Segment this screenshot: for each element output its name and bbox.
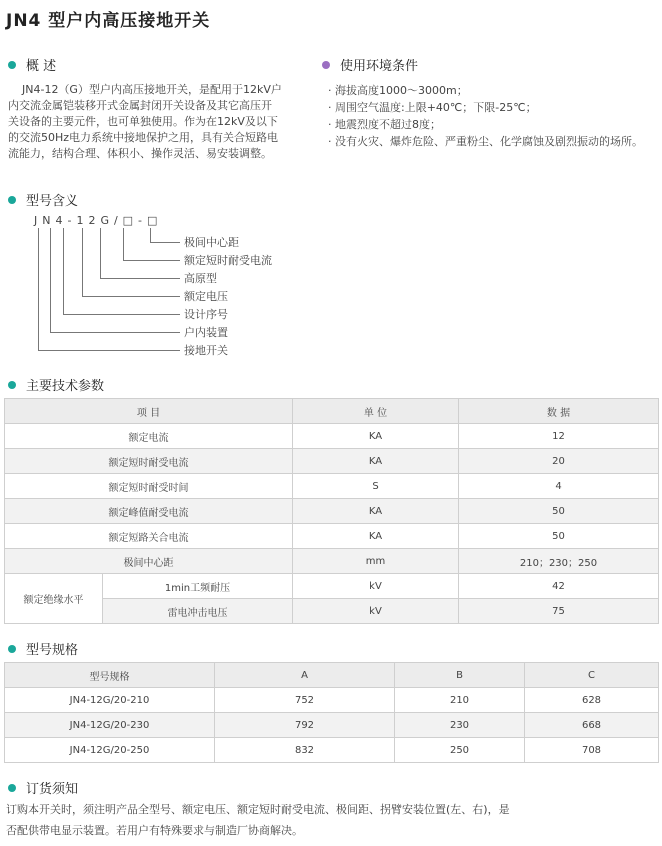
param-value: 210；230；250 [459,549,659,574]
bullet-dot-icon [8,784,16,792]
bullet-dot-icon [8,645,16,653]
tech-params-table [4,398,659,624]
overview-line: 内交流金属铠装移开式金属封闭开关设备及其它高压开 [8,99,272,112]
connector-line [82,228,83,296]
overview-line: JN4-12（G）型户内高压接地开关，是配用于12kV户 [22,83,282,96]
param-item: 额定短路关合电流 [5,524,293,549]
header-cell: 单 位 [293,399,459,424]
ordering-text [6,799,656,841]
model-label: 接地开关 [184,344,228,357]
connector-line [150,228,151,242]
connector-line [82,296,180,297]
spec-c: 628 [525,688,659,713]
param-unit: mm [293,549,459,574]
param-item: 额定电流 [5,424,293,449]
param-item: 雷电冲击电压 [103,599,293,624]
model-label: 设计序号 [184,308,228,321]
environment-list [328,82,643,150]
param-unit: KA [293,424,459,449]
param-unit: kV [293,599,459,624]
model-meaning-heading [8,190,78,209]
bullet-dot-icon [8,381,16,389]
specs-heading [8,639,78,658]
bullet-dot-icon [8,61,16,69]
connector-line [123,260,180,261]
param-unit: kV [293,574,459,599]
insulation-group-cell: 额定绝缘水平 [5,574,103,624]
connector-line [63,314,180,315]
environment-heading-text: 使用环境条件 [340,59,419,74]
param-value: 4 [459,474,659,499]
model-label: 高原型 [184,272,217,285]
spec-a: 832 [215,738,395,763]
table-header-row [5,663,659,688]
overview-line: 的交流50Hz电力系统中接地保护之用，具有关合短路电 [8,131,279,144]
table-row [5,449,659,474]
tech-params-heading [8,375,104,394]
spec-b: 250 [395,738,525,763]
param-item: 额定峰值耐受电流 [5,499,293,524]
spec-model: JN4-12G/20-230 [5,713,215,738]
spec-c: 708 [525,738,659,763]
ordering-heading [8,778,78,797]
overview-heading [8,55,56,74]
table-header-row [5,399,659,424]
connector-line [123,228,124,260]
param-value: 42 [459,574,659,599]
param-value: 75 [459,599,659,624]
page-title: JN4 型户内高压接地开关 [6,11,211,31]
param-unit: KA [293,449,459,474]
table-row [5,474,659,499]
overview-heading-text: 概 述 [26,59,57,74]
spec-model: JN4-12G/20-250 [5,738,215,763]
table-row [5,499,659,524]
table-row [5,688,659,713]
tech-params-heading-text: 主要技术参数 [26,379,105,394]
header-cell: 项 目 [5,399,293,424]
header-cell: B [395,663,525,688]
specs-heading-text: 型号规格 [26,643,79,658]
spec-b: 210 [395,688,525,713]
spec-model: JN4-12G/20-210 [5,688,215,713]
table-row [5,574,659,599]
spec-a: 752 [215,688,395,713]
table-row [5,599,659,624]
spec-a: 792 [215,713,395,738]
header-cell: 数 据 [459,399,659,424]
model-label: 户内装置 [184,326,228,339]
environment-item: · 没有火灾、爆炸危险、严重粉尘、化学腐蚀及剧烈振动的场所。 [328,135,643,148]
param-unit: KA [293,499,459,524]
param-item: 极间中心距 [5,549,293,574]
param-item: 1min工频耐压 [103,574,293,599]
model-label: 极间中心距 [184,236,239,249]
param-value: 12 [459,424,659,449]
connector-line [50,228,51,332]
param-unit: KA [293,524,459,549]
ordering-line: 否配供带电显示装置。若用户有特殊要求与制造厂协商解决。 [6,824,303,837]
connector-line [100,228,101,278]
param-value: 50 [459,499,659,524]
environment-item: · 海拔高度1000～3000m； [328,84,468,97]
table-row [5,424,659,449]
model-meaning-heading-text: 型号含义 [26,194,79,209]
connector-line [150,242,180,243]
overview-line: 关设备的主要元件，也可单独使用。作为在12kV及以下 [8,115,278,128]
connector-line [50,332,180,333]
bullet-dot-icon [8,196,16,204]
spec-c: 668 [525,713,659,738]
connector-line [38,228,39,350]
table-row [5,549,659,574]
bullet-dot-icon [322,61,330,69]
param-value: 20 [459,449,659,474]
connector-line [63,228,64,314]
specs-table [4,662,659,763]
model-label: 额定短时耐受电流 [184,254,272,267]
param-item: 额定短时耐受时间 [5,474,293,499]
environment-heading [322,55,418,74]
connector-line [100,278,180,279]
header-cell: 型号规格 [5,663,215,688]
table-row [5,738,659,763]
model-code: JN4-12G/□-□ [34,214,163,227]
environment-item: · 周围空气温度:上限+40℃；下限-25℃； [328,101,537,114]
connector-line [38,350,180,351]
header-cell: A [215,663,395,688]
param-unit: S [293,474,459,499]
header-cell: C [525,663,659,688]
overview-line: 流能力，结构合理、体积小、操作灵活、易安装调整。 [8,147,272,160]
table-row [5,524,659,549]
spec-b: 230 [395,713,525,738]
param-value: 50 [459,524,659,549]
param-item: 额定短时耐受电流 [5,449,293,474]
overview-text [8,82,308,162]
environment-item: · 地震烈度不超过8度； [328,118,441,131]
model-label: 额定电压 [184,290,228,303]
table-row [5,713,659,738]
ordering-heading-text: 订货须知 [26,782,79,797]
ordering-line: 订购本开关时，须注明产品全型号、额定电压、额定短时耐受电流、极间距、拐臂安装位置(左、右)，是 [6,803,510,816]
